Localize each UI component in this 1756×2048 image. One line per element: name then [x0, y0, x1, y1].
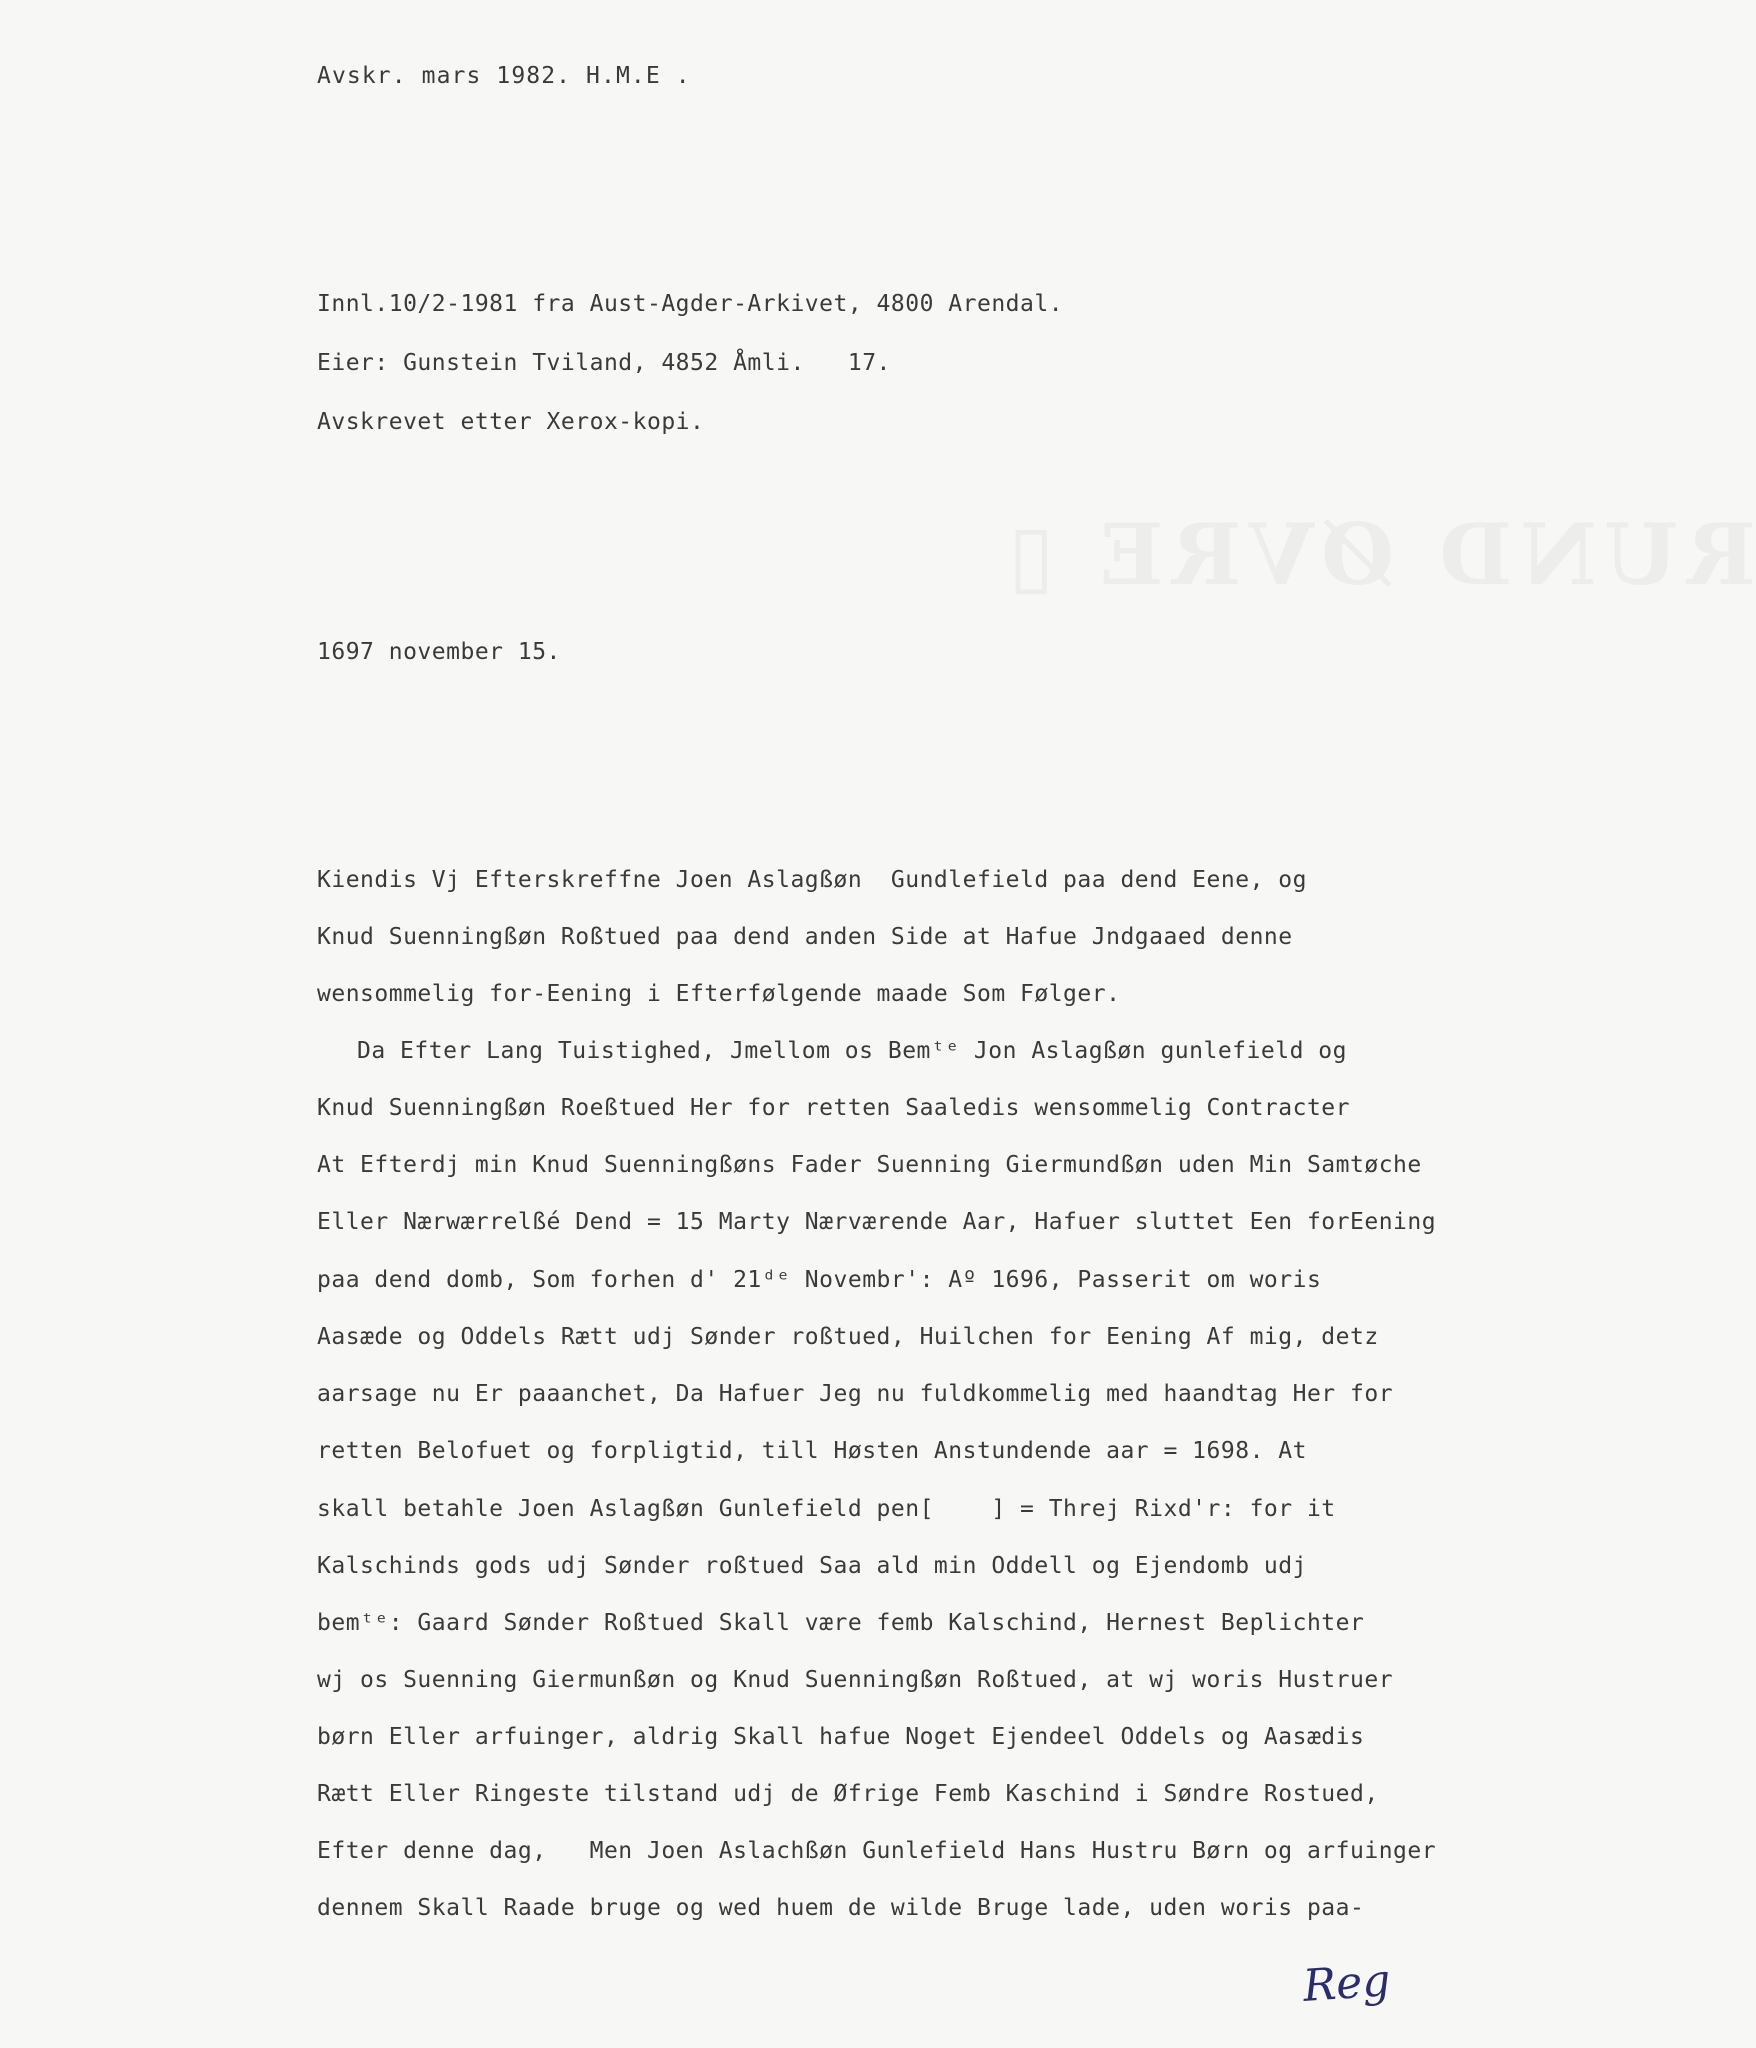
- body-line: wensommelig for-Eening i Efterfølgende maade Som Følger.: [317, 981, 1121, 1007]
- body-line: Aasæde og Oddels Rætt udj Sønder roßtued, Huilchen for Eening Af mig, detz: [317, 1324, 1379, 1350]
- body-line: dennem Skall Raade bruge og wed huem de wilde Bruge lade, uden woris paa-: [317, 1895, 1365, 1921]
- handwritten-reg-note: Reg: [1301, 1955, 1393, 2012]
- source-line: Avskrevet etter Xerox-kopi.: [317, 409, 705, 435]
- body-line: Da Efter Lang Tuistighed, Jmellom os Bemᵗᵉ Jon Aslagßøn gunlefield og: [357, 1038, 1347, 1064]
- body-line: børn Eller arfuinger, aldrig Skall hafue Noget Ejendeel Oddels og Aasædis: [317, 1724, 1365, 1750]
- body-line: Rætt Eller Ringeste tilstand udj de Øfrige Femb Kaschind i Søndre Rostued,: [317, 1781, 1379, 1807]
- body-line: Efter denne dag, Men Joen Aslachßøn Gunlefield Hans Hustru Børn og arfuinger: [317, 1838, 1437, 1864]
- bleed-through-shadow: RUND ØVRE ▯: [1000, 505, 1756, 604]
- body-line: skall betahle Joen Aslagßøn Gunlefield pen[ ] = Threj Rixd'r: for it: [317, 1496, 1336, 1522]
- body-line: retten Belofuet og forpligtid, till Høsten Anstundende aar = 1698. At: [317, 1438, 1307, 1464]
- body-line: Kalschinds gods udj Sønder roßtued Saa ald min Oddell og Ejendomb udj: [317, 1553, 1307, 1579]
- body-line: bemᵗᵉ: Gaard Sønder Roßtued Skall være femb Kalschind, Hernest Beplichter: [317, 1610, 1365, 1636]
- body-line: paa dend domb, Som forhen d' 21ᵈᵉ Novembr': Aº 1696, Passerit om woris: [317, 1267, 1322, 1293]
- received-line: Innl.10/2-1981 fra Aust-Agder-Arkivet, 4800 Arendal.: [317, 291, 1064, 317]
- body-line: Knud Suenningßøn Roßtued paa dend anden Side at Hafue Jndgaaed denne: [317, 924, 1293, 950]
- body-line: At Efterdj min Knud Suenningßøns Fader Suenning Giermundßøn uden Min Samtøche: [317, 1152, 1422, 1178]
- body-line: Kiendis Vj Efterskreffne Joen Aslagßøn Gundlefield paa dend Eene, og: [317, 867, 1307, 893]
- owner-line: Eier: Gunstein Tviland, 4852 Åmli. 17.: [317, 350, 891, 376]
- document-date: 1697 november 15.: [317, 639, 561, 665]
- body-line: aarsage nu Er paaanchet, Da Hafuer Jeg nu fuldkommelig med haandtag Her for: [317, 1381, 1394, 1407]
- body-line: wj os Suenning Giermunßøn og Knud Suenningßøn Roßtued, at wj woris Hustruer: [317, 1667, 1394, 1693]
- transcription-note: Avskr. mars 1982. H.M.E .: [317, 63, 691, 89]
- body-line: Eller Nærwærrelßé Dend = 15 Marty Nærværende Aar, Hafuer sluttet Een forEening: [317, 1209, 1437, 1235]
- body-line: Knud Suenningßøn Roeßtued Her for retten Saaledis wensommelig Contracter: [317, 1095, 1350, 1121]
